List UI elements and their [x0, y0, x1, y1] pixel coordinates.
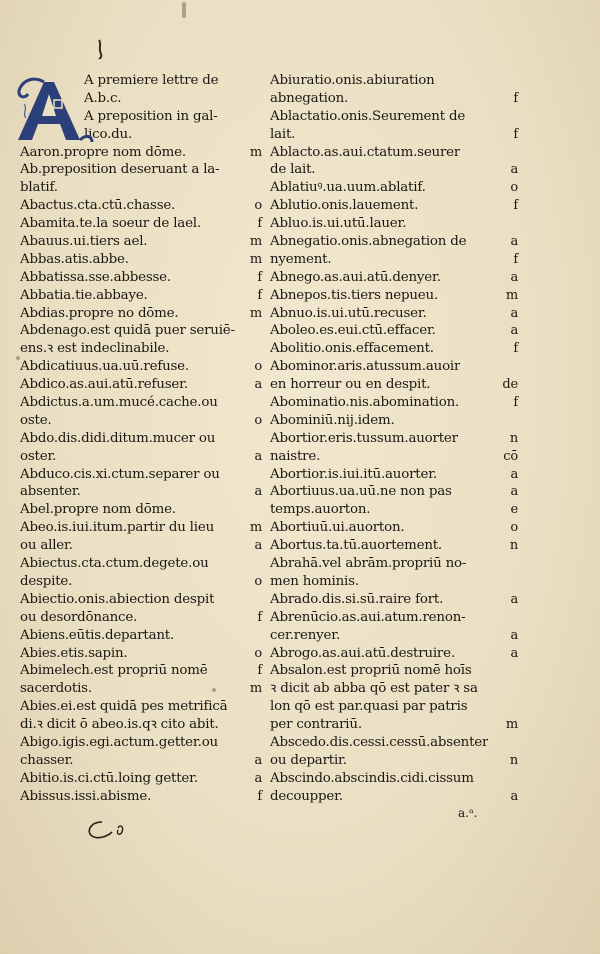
entry-line: Abrenūcio.as.aui.atum.renon- [270, 609, 466, 625]
decorated-initial-A-icon [14, 74, 96, 144]
grammar-mark: n [509, 538, 518, 554]
entry-line: lico.du. [84, 126, 133, 142]
entry-line: Aaron.propre nom dōme. [20, 144, 186, 160]
entry-line: Abominor.aris.atussum.auoir [270, 359, 461, 375]
entry-line: Abduco.cis.xi.ctum.separer ou [20, 466, 220, 482]
entry-line: Abrahā.vel abrām.propriū no- [270, 556, 467, 572]
entry-line: ꝛ dicit ab abba qō est pater ꝛ sa [270, 681, 478, 697]
entry-line: Ab.preposition deseruant a la- [20, 162, 220, 178]
entry-line: Abigo.igis.egi.actum.getter.ou [20, 734, 218, 750]
grammar-mark: a [510, 269, 518, 285]
entry-line: per contrariū. [270, 717, 362, 733]
grammar-mark: a [254, 538, 262, 554]
entry-line: Abrogo.as.aui.atū.destruire. [270, 645, 455, 661]
grammar-mark: a [510, 591, 518, 607]
grammar-mark: a [510, 234, 518, 250]
entry-line: Abominiū.nij.idem. [270, 412, 395, 428]
grammar-mark: f [513, 341, 518, 357]
entry-line: oster. [20, 448, 57, 464]
grammar-mark: a [510, 484, 518, 500]
entry-line: decoupper. [270, 788, 343, 804]
entry-line: Abortiuū.ui.auorton. [270, 520, 405, 536]
grammar-mark: e [510, 502, 518, 518]
entry-line: blatif. [20, 180, 58, 196]
grammar-mark: f [257, 609, 262, 625]
entry-line: Abdicatiuus.ua.uū.refuse. [20, 359, 189, 375]
entry-line: Abiuratio.onis.abiuration [270, 73, 435, 88]
entry-line: Abdictus.a.um.mucé.cache.ou [20, 395, 218, 411]
entry-line: ou aller. [20, 538, 73, 554]
entry-line: ou departir. [270, 752, 347, 768]
right-column [270, 72, 518, 806]
grammar-mark: f [513, 251, 518, 267]
entry-line: Abies.ei.est quidā pes metrificā [20, 699, 228, 715]
entry-line: Abdias.propre no dōme. [20, 305, 179, 321]
grammar-mark: n [509, 430, 518, 446]
entry-line: Abactus.cta.ctū.chasse. [20, 198, 176, 214]
entry-line: Abiectus.cta.ctum.degete.ou [20, 556, 209, 572]
grammar-mark: a [254, 377, 262, 393]
entry-line: A premiere lettre de [84, 73, 219, 88]
entry-line: Abdico.as.aui.atū.refuser. [20, 377, 188, 393]
grammar-mark: a [254, 484, 262, 500]
grammar-mark: f [257, 287, 262, 303]
entry-line: de lait. [270, 162, 316, 178]
entry-line: Ablactatio.onis.Seurement de [270, 108, 466, 124]
grammar-mark: f [257, 269, 262, 285]
grammar-mark: a [510, 323, 518, 339]
grammar-mark: f [513, 126, 518, 142]
entry-line: Abies.etis.sapin. [20, 645, 128, 661]
grammar-mark: m [249, 681, 262, 697]
grammar-mark: n [509, 752, 518, 768]
grammar-mark: a [510, 162, 518, 178]
grammar-mark: a [510, 305, 518, 321]
grammar-mark: a [510, 645, 518, 661]
entry-line: naistre. [270, 448, 321, 464]
entry-line: ou desordōnance. [20, 609, 138, 625]
grammar-mark: a [510, 466, 518, 482]
grammar-mark: o [510, 520, 518, 536]
grammar-mark: m [249, 520, 262, 536]
entry-line: Abimelech.est propriū nomē [20, 663, 208, 679]
entry-line: A preposition in gal- [84, 108, 218, 124]
entry-line: Abluo.is.ui.utū.lauer. [270, 216, 407, 232]
grammar-mark: m [505, 287, 518, 303]
entry-line: absenter. [20, 484, 81, 500]
entry-line: Absalon.est propriū nomē hoīs [270, 663, 472, 679]
grammar-mark: m [505, 717, 518, 733]
entry-line: Abauus.ui.tiers ael. [20, 234, 148, 250]
grammar-mark: m [249, 234, 262, 250]
grammar-mark: a [510, 788, 518, 804]
entry-line: men hominis. [270, 573, 359, 589]
entry-line: Abitio.is.ci.ctū.loing getter. [20, 770, 198, 786]
entry-line: Abel.propre nom dōme. [20, 502, 176, 518]
left-column [20, 72, 262, 859]
entry-line: chasser. [20, 752, 74, 768]
entry-line: Abortior.is.iui.itū.auorter. [270, 466, 437, 482]
grammar-mark: f [513, 198, 518, 214]
grammar-mark: a [254, 752, 262, 768]
entry-line: Abiens.eūtis.departant. [20, 627, 175, 643]
opening-entry [20, 72, 262, 144]
grammar-mark: o [254, 645, 262, 661]
entry-line: despite. [20, 573, 73, 589]
grammar-mark: o [254, 198, 262, 214]
entry-line: A.b.c. [84, 90, 122, 106]
entry-line: Abortiuus.ua.uū.ne non pas [270, 484, 452, 500]
grammar-mark: o [254, 412, 262, 428]
entry-line: Abdenago.est quidā puer seruiē- [20, 323, 235, 339]
grammar-mark: o [254, 573, 262, 589]
entry-line: Abnepos.tis.tiers nepueu. [270, 287, 439, 303]
entry-line: Abscedo.dis.cessi.cessū.absenter [270, 734, 489, 750]
ink-stroke-mark [96, 38, 104, 60]
handwritten-flourish-icon [82, 818, 132, 842]
entry-line: Abrado.dis.si.sū.raire fort. [270, 591, 444, 607]
grammar-mark: f [257, 663, 262, 679]
entry-line: lait. [270, 126, 296, 142]
entry-line: ens.ꝛ est indeclinabile. [20, 341, 170, 357]
entry-line: Abscindo.abscindis.cidi.cissum [270, 770, 474, 786]
entry-line: cer.renyer. [270, 627, 341, 643]
entry-line: Abnuo.is.ui.utū.recuser. [270, 305, 427, 321]
entry-line: nyement. [270, 251, 332, 267]
entry-line: Abiectio.onis.abiection despit [20, 591, 215, 607]
grammar-mark: de [502, 377, 518, 393]
entry-line: sacerdotis. [20, 681, 92, 697]
entry-line: Abortior.eris.tussum.auorter [270, 430, 458, 446]
grammar-mark: f [513, 90, 518, 106]
entry-line: Abbas.atis.abbe. [20, 251, 129, 267]
entry-line: Abolitio.onis.effacement. [270, 341, 434, 357]
ink-mark-top [182, 2, 186, 18]
entry-line: Abbatia.tie.abbaye. [20, 287, 148, 303]
grammar-mark: o [510, 180, 518, 196]
entry-line: Abbatissa.sse.abbesse. [20, 269, 171, 285]
entry-line: Abdo.dis.didi.ditum.mucer ou [20, 430, 216, 446]
grammar-mark: a [254, 770, 262, 786]
entry-line: Ablutio.onis.lauement. [270, 198, 419, 214]
entry-line: abnegation. [270, 90, 349, 106]
grammar-mark: a [510, 627, 518, 643]
entry-line: oste. [20, 412, 52, 428]
entry-line: Ablatiuꝰ.ua.uum.ablatif. [270, 180, 426, 196]
entry-line: Ablacto.as.aui.ctatum.seurer [270, 144, 461, 160]
grammar-mark: f [257, 788, 262, 804]
grammar-mark: f [257, 216, 262, 232]
signature-mark: a.ᵃ. [458, 806, 478, 820]
entry-line: Abortus.ta.tū.auortement. [270, 538, 442, 554]
entry-line: Abamita.te.la soeur de lael. [20, 216, 201, 232]
entry-line: di.ꝛ dicit ō abeo.is.qꝛ cito abit. [20, 717, 219, 733]
entry-line: Abnego.as.aui.atū.denyer. [270, 269, 441, 285]
entry-line: Abissus.issi.abisme. [20, 788, 152, 804]
grammar-mark: m [249, 305, 262, 321]
grammar-mark: m [249, 144, 262, 160]
entry-line: en horreur ou en despit. [270, 377, 431, 393]
grammar-mark: a [254, 448, 262, 464]
grammar-mark: cō [503, 448, 518, 464]
entry-line: Abominatio.nis.abomination. [270, 395, 460, 411]
entry-line: Abnegatio.onis.abnegation de [270, 234, 467, 250]
entry-line: Abeo.is.iui.itum.partir du lieu [20, 520, 214, 536]
grammar-mark: m [249, 251, 262, 267]
entry-line: lon qō est par.quasi par patris [270, 699, 468, 715]
entry-line: Aboleo.es.eui.ctū.effacer. [270, 323, 436, 339]
grammar-mark: o [254, 359, 262, 375]
entry-line: temps.auorton. [270, 502, 371, 518]
grammar-mark: f [513, 395, 518, 411]
